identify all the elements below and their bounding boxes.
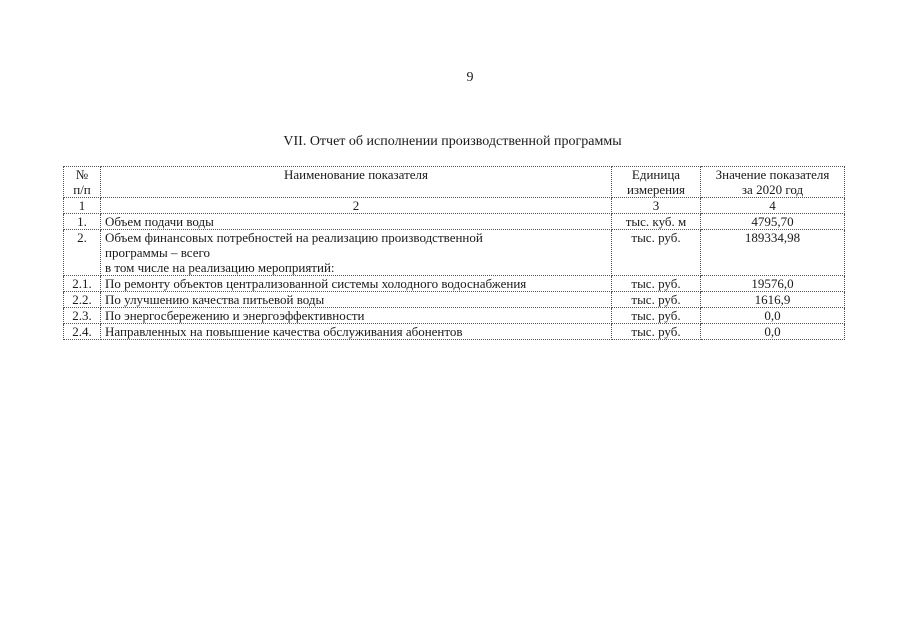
index-cell: 2 bbox=[101, 198, 612, 214]
row-name: По улучшению качества питьевой воды bbox=[101, 292, 612, 308]
row-num: 2. bbox=[64, 230, 101, 276]
row-unit: тыс. руб. bbox=[612, 276, 701, 292]
table-row bbox=[64, 292, 845, 308]
header-num-line-2: п/п bbox=[73, 182, 91, 197]
row-name-line-2: программы – всего bbox=[105, 245, 211, 260]
row-num: 2.3. bbox=[64, 308, 101, 324]
row-value: 0,0 bbox=[701, 308, 845, 324]
table-row bbox=[64, 276, 845, 292]
row-name: По ремонту объектов централизованной системы холодного водоснабжения bbox=[101, 276, 612, 292]
row-num: 2.1. bbox=[64, 276, 101, 292]
header-unit bbox=[612, 167, 701, 198]
row-value: 19576,0 bbox=[701, 276, 845, 292]
table-row bbox=[64, 324, 845, 340]
table-header-row bbox=[64, 167, 845, 198]
row-unit: тыс. руб. bbox=[612, 292, 701, 308]
index-cell: 4 bbox=[701, 198, 845, 214]
table-row bbox=[64, 214, 845, 230]
row-unit: тыс. руб. bbox=[612, 308, 701, 324]
row-name-line-1: Объем финансовых потребностей на реализацию производственной bbox=[105, 230, 483, 245]
row-value: 4795,70 bbox=[701, 214, 845, 230]
row-value: 0,0 bbox=[701, 324, 845, 340]
row-name: По энергосбережению и энергоэффективности bbox=[101, 308, 612, 324]
index-cell: 3 bbox=[612, 198, 701, 214]
header-num bbox=[64, 167, 101, 198]
section-title: VII. Отчет об исполнении производственной программы bbox=[283, 134, 622, 149]
table-row bbox=[64, 230, 845, 276]
production-program-report-table bbox=[63, 166, 845, 340]
row-name bbox=[101, 230, 612, 276]
column-index-row bbox=[64, 198, 845, 214]
header-value-line-2: за 2020 год bbox=[741, 182, 804, 197]
row-value: 1616,9 bbox=[701, 292, 845, 308]
row-unit: тыс. руб. bbox=[612, 230, 701, 276]
header-num-line-1: № bbox=[75, 167, 89, 182]
table-row bbox=[64, 308, 845, 324]
header-unit-line-1: Единица bbox=[631, 167, 681, 182]
row-unit: тыс. руб. bbox=[612, 324, 701, 340]
header-name: Наименование показателя bbox=[101, 167, 612, 198]
row-name-line-3: в том числе на реализацию мероприятий: bbox=[105, 260, 335, 275]
row-num: 2.2. bbox=[64, 292, 101, 308]
row-name: Объем подачи воды bbox=[101, 214, 612, 230]
header-unit-line-2: измерения bbox=[626, 182, 686, 197]
header-value bbox=[701, 167, 845, 198]
row-unit: тыс. куб. м bbox=[612, 214, 701, 230]
row-num: 1. bbox=[64, 214, 101, 230]
row-name: Направленных на повышение качества обслуживания абонентов bbox=[101, 324, 612, 340]
page-number: 9 bbox=[466, 70, 474, 85]
row-value: 189334,98 bbox=[701, 230, 845, 276]
index-cell: 1 bbox=[64, 198, 101, 214]
row-num: 2.4. bbox=[64, 324, 101, 340]
header-value-line-1: Значение показателя bbox=[715, 167, 830, 182]
